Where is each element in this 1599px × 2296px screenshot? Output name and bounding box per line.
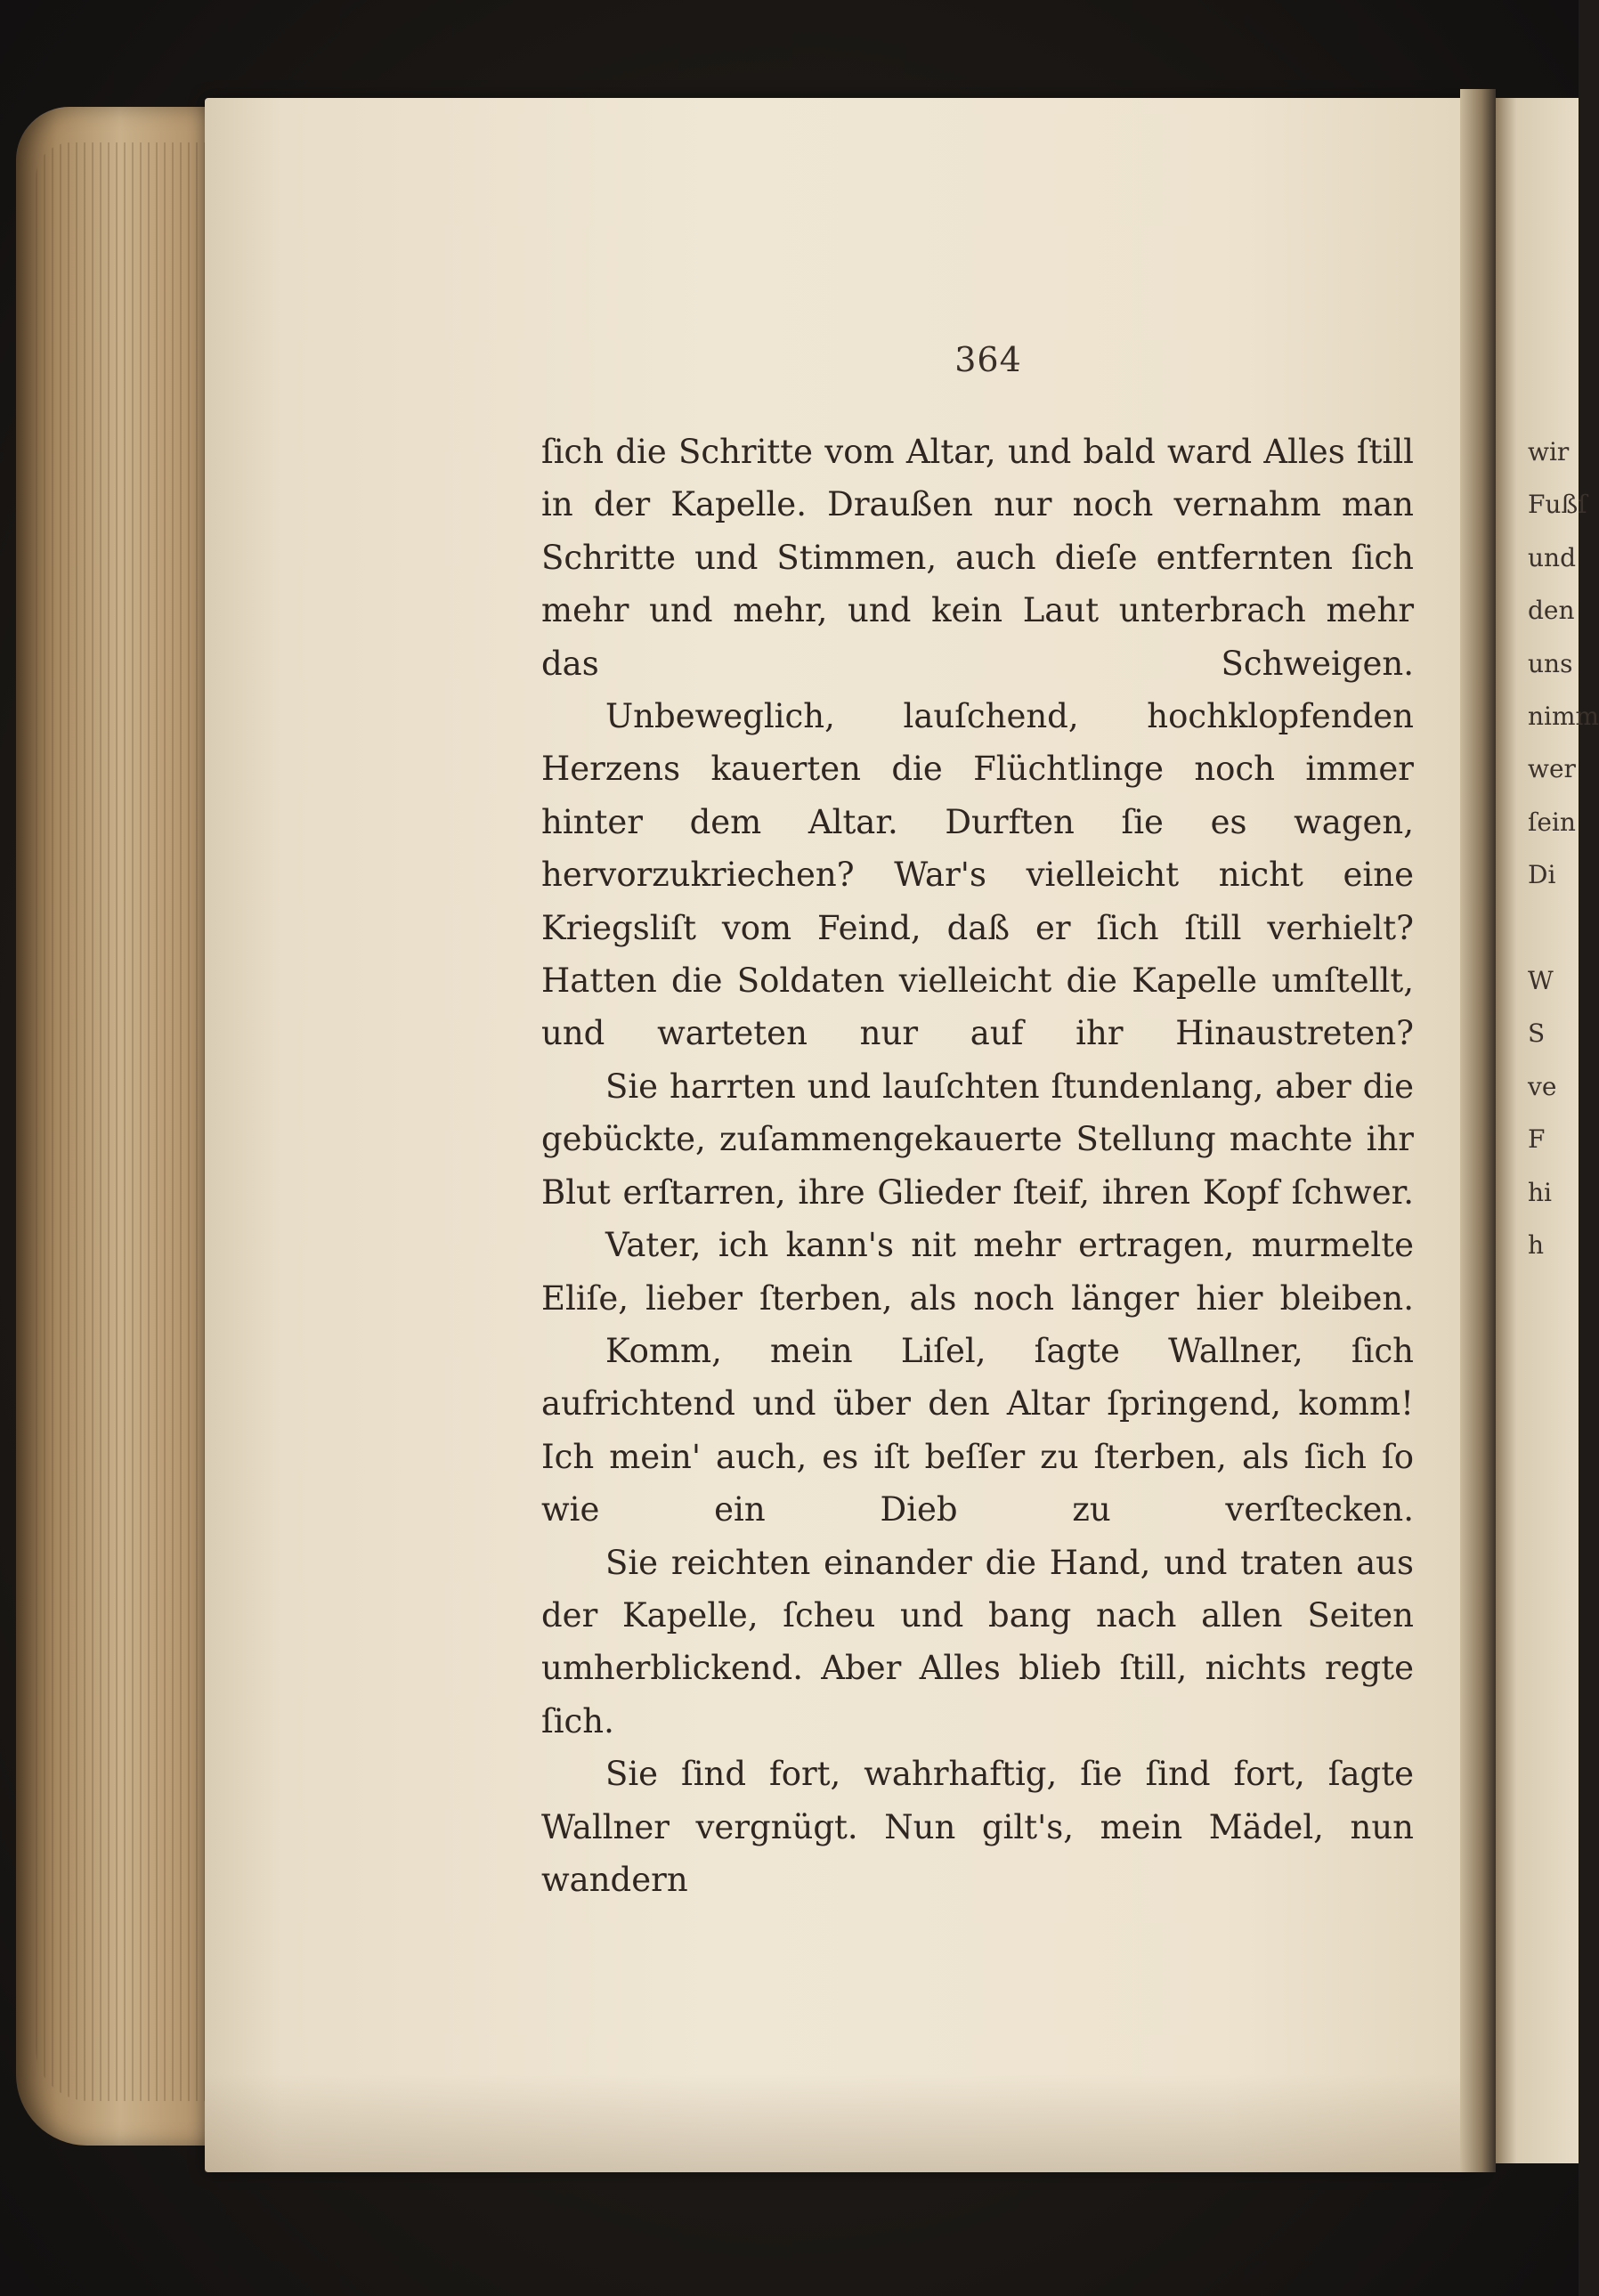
facing-fragment: den (1528, 596, 1575, 626)
paragraph: ſich die Schritte vom Altar, und bald ward Alles ſtill in der Kapelle. Draußen nur noch vernahm man Schritte und Stimmen, auch dieſe entfernten ſich mehr und mehr, und kein Laut unterbrach mehr das Schweigen. (541, 433, 1414, 683)
facing-fragment: und (1528, 542, 1576, 572)
paragraph: Sie harrten und lauſchten ſtundenlang, aber die gebückte, zuſammengekauerte Stellung machte ihr Blut erſtarren, ihre Glieder ſteif, ihren Kopf ſchwer. (541, 1067, 1414, 1212)
facing-fragment: wer (1528, 754, 1576, 784)
book-gutter (1460, 89, 1496, 2172)
body-text (541, 426, 1414, 1906)
paragraph: Vater, ich kann's nit mehr ertragen, murmelte Eliſe, lieber ſterben, als noch länger hier bleiben. (541, 1226, 1414, 1318)
page-bottom-shadow (205, 2074, 1478, 2172)
facing-fragment: Di (1528, 860, 1556, 890)
facing-fragment: Fußſ (1528, 490, 1587, 520)
paragraph: Sie reichten einander die Hand, und traten aus der Kapelle, ſcheu und bang nach allen Seiten umherblickend. Aber Alles blieb ſtill, nichts regte ſich. (541, 1543, 1414, 1740)
facing-fragment: uns (1528, 648, 1573, 678)
facing-fragment: hi (1528, 1177, 1552, 1207)
paragraph: Sie ſind fort, wahrhaftig, ſie ſind fort, ſagte Wallner vergnügt. Nun gilt's, mein Mädel, nun wandern (541, 1755, 1414, 1899)
facing-fragment: ſein (1528, 807, 1576, 837)
facing-fragment: F (1528, 1124, 1546, 1155)
page-number: 364 (954, 340, 1022, 379)
facing-page-text (1528, 426, 1599, 1271)
page-edge-texture (36, 142, 223, 2101)
facing-fragment: ve (1528, 1071, 1557, 1101)
facing-fragment: h (1528, 1230, 1545, 1261)
facing-fragment: W (1528, 966, 1554, 996)
paragraph: Komm, mein Liſel, ſagte Wallner, ſich aufrichtend und über den Altar ſpringend, komm! Ich mein' auch, es iſt beſſer zu ſterben, als ſich ſo wie ein Dieb zu verſtecken. (541, 1331, 1414, 1529)
facing-fragment: S (1528, 1018, 1546, 1049)
facing-fragment: wir (1528, 437, 1570, 467)
facing-fragment (1528, 902, 1581, 954)
paragraph: Unbeweglich, lauſchend, hochklopfenden Herzens kauerten die Flüchtlinge noch immer hinter dem Altar. Durften ſie es wagen, hervorzukriechen? War's vielleicht nicht eine Kriegsliſt vom Feind, daß er ſich ſtill verhielt? Hatten die Soldaten vielleicht die Kapelle umſtellt, und warteten nur auf ihr Hinaustreten? (541, 697, 1414, 1053)
facing-fragment: nimm (1528, 702, 1599, 732)
